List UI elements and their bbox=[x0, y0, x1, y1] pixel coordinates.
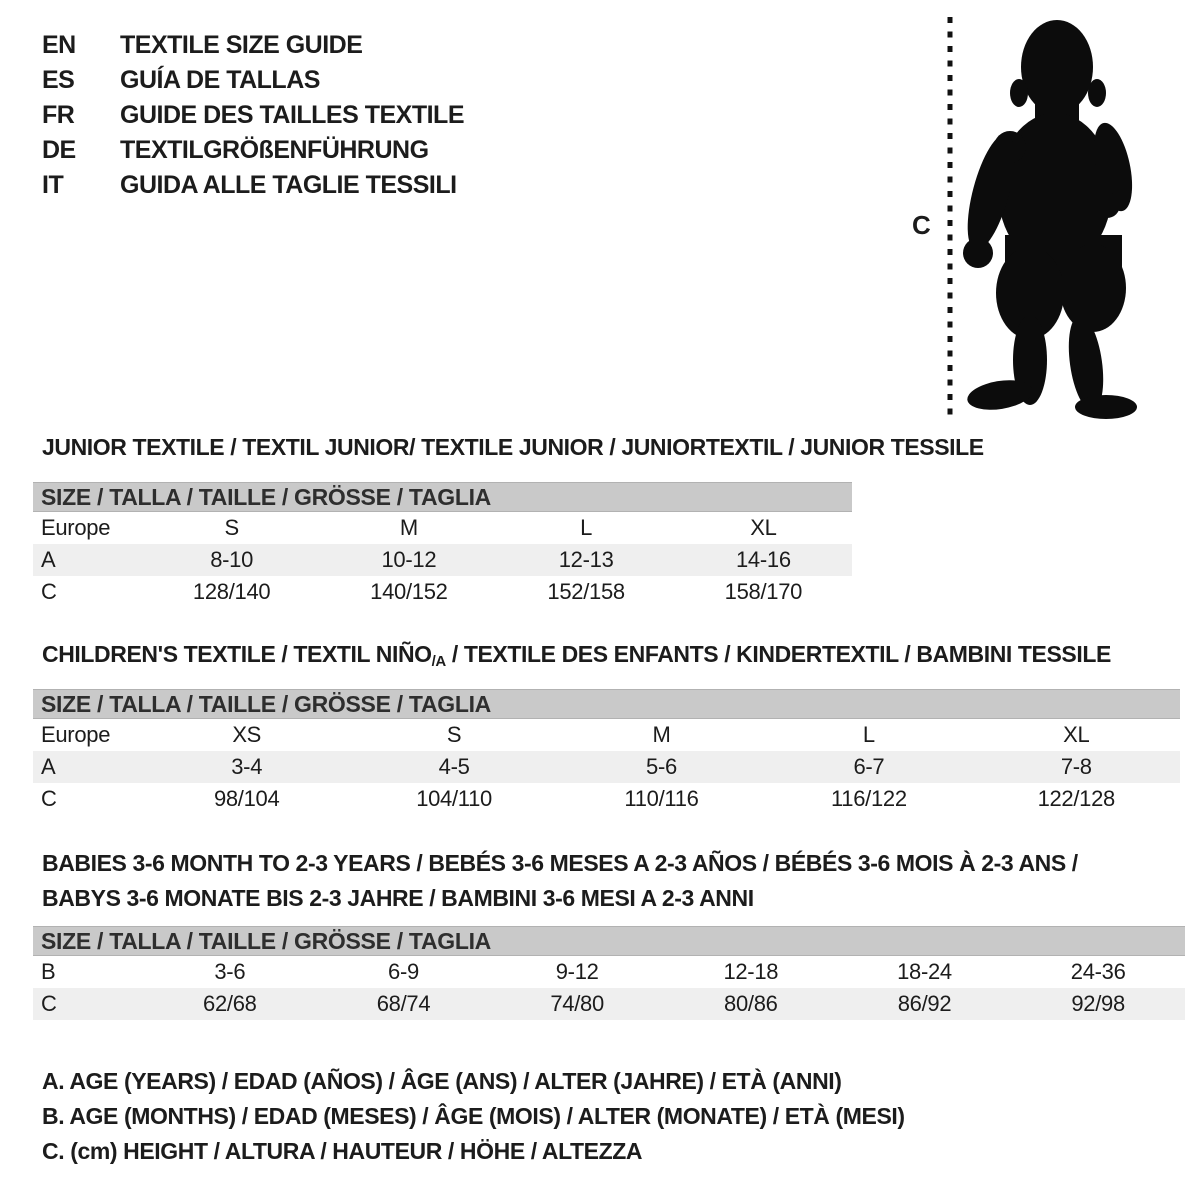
table-cell: M bbox=[399, 515, 418, 540]
children-title-text: CHILDREN'S TEXTILE / TEXTIL NIÑO bbox=[42, 641, 432, 667]
table-cell: S bbox=[224, 515, 239, 540]
language-row bbox=[42, 98, 464, 133]
babies-size-header-bar: SIZE / TALLA / TAILLE / GRÖSSE / TAGLIA bbox=[33, 926, 1185, 956]
row-label: A bbox=[41, 754, 56, 779]
junior-section-title: JUNIOR TEXTILE / TEXTIL JUNIOR/ TEXTILE JUNIOR / JUNIORTEXTIL / JUNIOR TESSILE bbox=[42, 434, 984, 460]
language-header bbox=[42, 28, 464, 203]
table-cell: 4-5 bbox=[438, 754, 470, 779]
table-cell: L bbox=[580, 515, 593, 540]
table-cell: 98/104 bbox=[213, 786, 280, 811]
children-title-subscript: /A bbox=[431, 653, 446, 670]
language-label: GUÍA DE TALLAS bbox=[120, 66, 320, 94]
row-label: C bbox=[41, 579, 57, 604]
table-cell: 9-12 bbox=[555, 959, 599, 984]
toddler-silhouette-figure bbox=[900, 5, 1180, 430]
table-cell: 104/110 bbox=[416, 786, 492, 811]
row-label: Europe bbox=[41, 722, 111, 747]
legend-line-b: B. AGE (MONTHS) / EDAD (MESES) / ÂGE (MOIS) / ALTER (MONATE) / ETÀ (MESI) bbox=[42, 1103, 905, 1129]
table-cell: 6-9 bbox=[388, 959, 419, 984]
babies-title-line1: BABIES 3-6 MONTH TO 2-3 YEARS / BEBÉS 3-6 MESES A 2-3 AÑOS / BÉBÉS 3-6 MOIS À 2-3 ANS / bbox=[42, 850, 1078, 876]
legend-line-a: A. AGE (YEARS) / EDAD (AÑOS) / ÂGE (ANS) / ALTER (JAHRE) / ETÀ (ANNI) bbox=[42, 1068, 842, 1094]
row-label: Europe bbox=[41, 515, 111, 540]
table-row bbox=[33, 956, 1185, 988]
table-cell: 12-13 bbox=[558, 547, 614, 572]
table-cell: 110/116 bbox=[624, 786, 699, 811]
language-code: ES bbox=[42, 66, 75, 94]
language-row bbox=[42, 28, 464, 63]
children-title-text: / TEXTILE DES ENFANTS / KINDERTEXTIL / BAMBINI TESSILE bbox=[445, 641, 1111, 667]
language-code: IT bbox=[42, 171, 64, 199]
table-cell: L bbox=[862, 722, 875, 747]
table-cell: XL bbox=[1063, 722, 1090, 747]
language-row bbox=[42, 168, 464, 203]
babies-section-title bbox=[42, 846, 1078, 916]
table-cell: 158/170 bbox=[724, 579, 803, 604]
children-section-title bbox=[42, 641, 1111, 668]
junior-size-table bbox=[33, 482, 852, 608]
table-cell: 152/158 bbox=[547, 579, 625, 604]
table-row bbox=[33, 576, 852, 608]
table-cell: 10-12 bbox=[381, 547, 437, 572]
language-code: DE bbox=[42, 136, 76, 164]
table-cell: 74/80 bbox=[550, 991, 604, 1016]
table-cell: S bbox=[446, 722, 462, 747]
table-cell: 128/140 bbox=[192, 579, 271, 604]
babies-title-line2: BABYS 3-6 MONATE BIS 2-3 JAHRE / BAMBINI 3-6 MESI A 2-3 ANNI bbox=[42, 885, 754, 911]
table-cell: 18-24 bbox=[897, 959, 952, 984]
language-label: GUIDE DES TAILLES TEXTILE bbox=[120, 101, 465, 129]
table-cell: 68/74 bbox=[376, 991, 431, 1016]
legend-line-c: C. (cm) HEIGHT / ALTURA / HAUTEUR / HÖHE / ALTEZZA bbox=[42, 1138, 643, 1164]
table-cell: 122/128 bbox=[1037, 786, 1115, 811]
table-cell: 14-16 bbox=[735, 547, 791, 572]
table-cell: M bbox=[652, 722, 671, 747]
children-size-table bbox=[33, 689, 1180, 815]
table-cell: 62/68 bbox=[203, 991, 257, 1016]
table-cell: 140/152 bbox=[370, 579, 448, 604]
language-row bbox=[42, 63, 464, 98]
table-row bbox=[33, 544, 852, 576]
table-cell: 116/122 bbox=[830, 786, 907, 811]
babies-size-table bbox=[33, 926, 1185, 1020]
table-cell: 7-8 bbox=[1060, 754, 1092, 779]
table-cell: 12-18 bbox=[723, 959, 779, 984]
table-cell: 3-4 bbox=[231, 754, 263, 779]
table-row bbox=[33, 751, 1180, 783]
language-row bbox=[42, 133, 464, 168]
junior-size-header-bar: SIZE / TALLA / TAILLE / GRÖSSE / TAGLIA bbox=[33, 482, 852, 512]
row-label: B bbox=[41, 959, 56, 984]
table-row bbox=[33, 512, 852, 544]
table-cell: 92/98 bbox=[1071, 991, 1125, 1016]
table-cell: 24-36 bbox=[1070, 959, 1126, 984]
table-cell: 80/86 bbox=[724, 991, 778, 1016]
table-cell: 3-6 bbox=[214, 959, 246, 984]
table-row bbox=[33, 988, 1185, 1020]
language-label: GUIDA ALLE TAGLIE TESSILI bbox=[120, 171, 457, 199]
table-cell: 8-10 bbox=[210, 547, 254, 572]
table-cell: XL bbox=[750, 515, 777, 540]
language-label: TEXTILE SIZE GUIDE bbox=[120, 31, 363, 59]
table-cell: 5-6 bbox=[646, 754, 677, 779]
table-row bbox=[33, 719, 1180, 751]
row-label: C bbox=[41, 991, 57, 1016]
table-row bbox=[33, 783, 1180, 815]
language-label: TEXTILGRÖßENFÜHRUNG bbox=[120, 136, 429, 164]
children-size-header-bar: SIZE / TALLA / TAILLE / GRÖSSE / TAGLIA bbox=[33, 689, 1180, 719]
table-cell: XS bbox=[232, 722, 262, 747]
row-label: A bbox=[41, 547, 56, 572]
measurement-legend bbox=[42, 1064, 905, 1169]
row-label: C bbox=[41, 786, 57, 811]
language-code: EN bbox=[42, 31, 76, 59]
measure-label-c: C bbox=[912, 210, 931, 240]
language-code: FR bbox=[42, 101, 75, 129]
table-cell: 6-7 bbox=[853, 754, 885, 779]
table-cell: 86/92 bbox=[897, 991, 952, 1016]
toddler-silhouette-icon bbox=[958, 20, 1139, 419]
